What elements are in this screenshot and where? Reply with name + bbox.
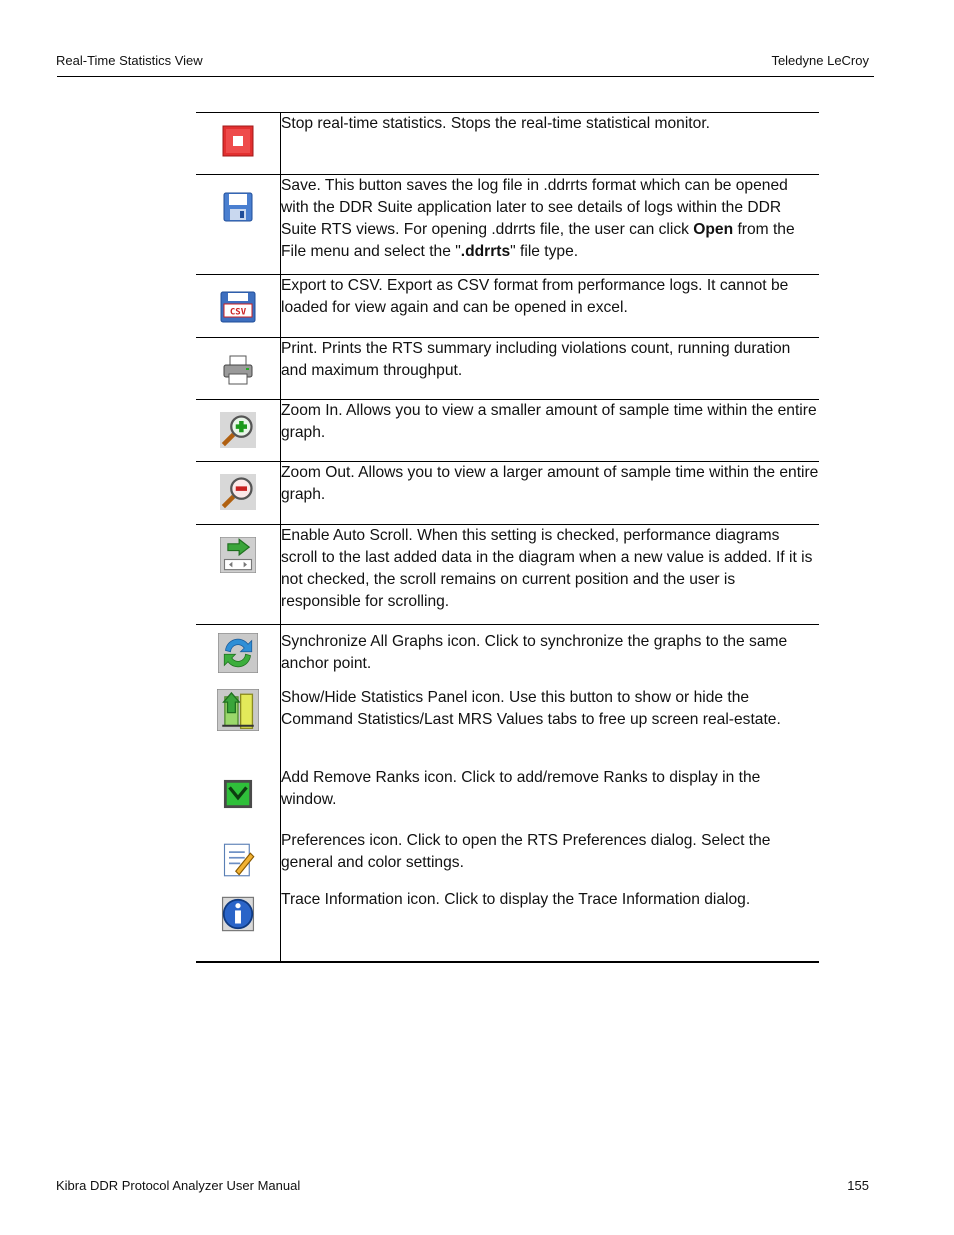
row-description: Export to CSV. Export as CSV format from performance logs. It cannot be loaded for view again and can be opened in excel. (281, 277, 789, 316)
ranks-icon (220, 779, 256, 809)
table-row (196, 828, 819, 887)
row-description: Show/Hide Statistics Panel icon. Use this button to show or hide the Command Statistics/Last MRS Values tabs to free up screen real-estate. (281, 688, 781, 728)
statistics-panel-icon (217, 689, 259, 731)
row-description: Zoom Out. Allows you to view a larger amount of sample time within the entire graph. (281, 464, 819, 503)
page-footer-title: Kibra DDR Protocol Analyzer User Manual (56, 1178, 301, 1193)
zoom-out-icon (220, 474, 256, 510)
row-description: Enable Auto Scroll. When this setting is checked, performance diagrams scroll to the last added data in the diagram when a new value is added. If it is not checked, the scroll remains on current position and the user is responsible for scrolling. (281, 527, 813, 610)
svg-text:CSV: CSV (229, 307, 247, 318)
table-row (196, 338, 819, 400)
toolbar-icons-table (196, 112, 819, 963)
save-icon (222, 191, 254, 223)
table-row (196, 400, 819, 462)
stop-icon (222, 125, 254, 157)
table-row (196, 625, 819, 687)
row-description: Save. This button saves the log file in .ddrrts format which can be opened with the DDR Suite application later to see details of logs within the DDR Suite RTS views. For opening .ddrrts file, the user can click Open from the File menu and select the ".ddrrts" file type. (281, 177, 795, 260)
page-header-company: Teledyne LeCroy (771, 53, 869, 68)
synchronize-icon (218, 633, 258, 673)
table-row (196, 525, 819, 625)
row-description: Preferences icon. Click to open the RTS Preferences dialog. Select the general and color settings. (281, 831, 771, 871)
table-row (196, 767, 819, 828)
row-description: Add Remove Ranks icon. Click to add/remove Ranks to display in the window. (281, 768, 761, 808)
preferences-icon (220, 842, 256, 878)
table-row (196, 687, 819, 767)
table-row (196, 887, 819, 962)
page-number: 155 (847, 1178, 869, 1193)
table-row (196, 175, 819, 275)
row-description: Stop real-time statistics. Stops the real-time statistical monitor. (281, 115, 710, 132)
export-csv-icon (220, 291, 256, 323)
print-icon (222, 354, 254, 386)
row-description: Trace Information icon. Click to display the Trace Information dialog. (281, 890, 751, 908)
table-row (196, 113, 819, 175)
auto-scroll-icon (220, 537, 256, 573)
row-description: Zoom In. Allows you to view a smaller amount of sample time within the entire graph. (281, 402, 817, 441)
row-description: Print. Prints the RTS summary including violations count, running duration and maximum throughput. (281, 340, 791, 379)
table-row (196, 462, 819, 525)
page-header-section: Real-Time Statistics View (56, 53, 203, 68)
table-row (196, 275, 819, 338)
row-description: Synchronize All Graphs icon. Click to synchronize the graphs to the same anchor point. (281, 633, 788, 672)
header-rule (57, 76, 874, 77)
trace-info-icon (219, 895, 257, 933)
zoom-in-icon (220, 412, 256, 448)
